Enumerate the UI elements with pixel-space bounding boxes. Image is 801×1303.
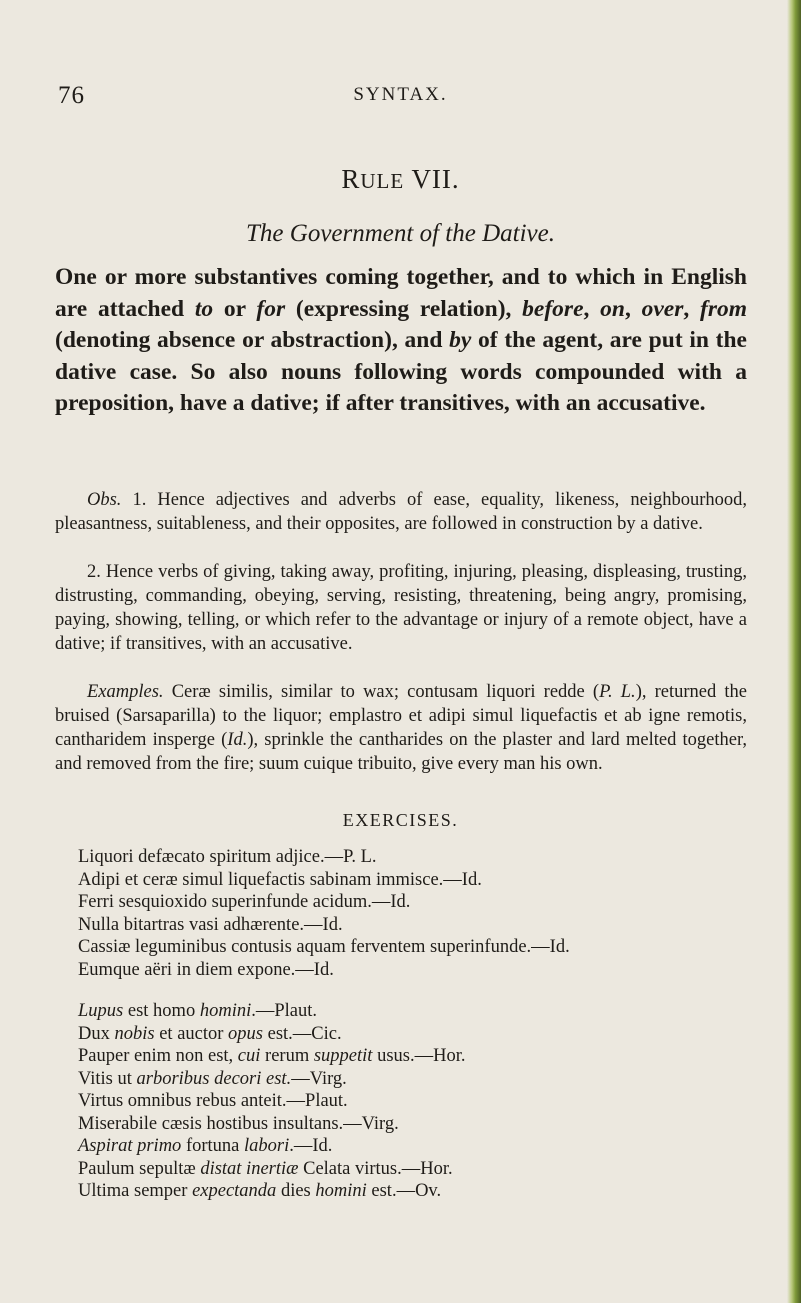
examples-text: Ceræ similis, similar to wax; contusam liquori redde (: [163, 682, 600, 702]
plain-text: dies: [276, 1181, 316, 1201]
italic-term: over: [641, 295, 684, 322]
exercise-line: [78, 1135, 778, 1158]
page-number: 76: [58, 82, 85, 109]
rule-title: [0, 164, 801, 195]
italic-word: opus: [228, 1023, 263, 1044]
exercise-list-b: [78, 1000, 778, 1203]
exercise-line: Adipi et ceræ simul liquefactis sabinam immisce.—Id.: [78, 869, 482, 890]
plain-text: usus.—Hor.: [372, 1046, 466, 1066]
rule-text-part: (denoting absence or abstraction), and: [55, 327, 450, 354]
italic-term: for: [256, 295, 286, 322]
plain-text: Pauper enim non est,: [78, 1046, 238, 1066]
plain-text: Paulum sepultæ: [78, 1158, 201, 1179]
italic-term: by: [449, 327, 472, 354]
italic-term: on: [600, 295, 625, 322]
observation-1: [55, 488, 747, 536]
rule-text-part: ,: [624, 295, 642, 322]
italic-word: distat inertiæ: [200, 1158, 299, 1179]
italic-word: cui: [237, 1046, 261, 1066]
rule-number: VII.: [411, 164, 460, 194]
rule-text-part: (expressing relation),: [285, 295, 523, 322]
exercise-line: [78, 1000, 778, 1023]
italic-term: before: [522, 295, 584, 322]
exercise-line: [78, 1113, 778, 1136]
exercise-line: [78, 1023, 778, 1046]
plain-text: Dux: [78, 1023, 115, 1044]
rule-title-cap: R: [341, 164, 361, 194]
obs-label: Obs.: [87, 490, 122, 510]
italic-word: homini: [315, 1181, 367, 1201]
rule-text-part: ,: [683, 295, 701, 322]
rule-text-part: of the agent, are put in the dative case. So also nouns following words compounded with a preposition, have a dative; if after transitives, with an accusative.: [55, 327, 747, 417]
italic-word: homini: [199, 1001, 252, 1021]
source-ref: P. L.: [599, 682, 636, 702]
page-header: [0, 82, 801, 112]
exercise-line: [78, 1068, 778, 1091]
italic-word: arboribus decori est.: [136, 1068, 292, 1089]
rule-statement: [55, 262, 747, 420]
observation-2: 2. Hence verbs of giving, taking away, profiting, injuring, pleasing, displeasing, trusting, distrusting, commanding, obeying, serving, resisting, threatening, being angry, promising, paying, showing, telling, or which refer to the advantage or injury of a remote object, have a dative; if transitives, with an accusative.: [55, 562, 747, 654]
italic-word: Lupus: [78, 1001, 124, 1021]
exercise-line: Ferri sesquioxido superinfunde acidum.—Id.: [78, 892, 411, 912]
plain-text: .—Plaut.: [251, 1001, 317, 1021]
exercise-line: Liquori defæcato spiritum adjice.—P. L.: [78, 847, 377, 867]
page-edge: [787, 0, 801, 1303]
italic-word: expectanda: [192, 1181, 277, 1201]
exercise-line: [78, 1090, 778, 1113]
plain-text: est homo: [123, 1001, 200, 1021]
running-head: SYNTAX.: [353, 84, 448, 105]
source-ref: Id.: [227, 730, 248, 750]
rule-text-part: ,: [583, 295, 601, 322]
rule-title-smallcaps: ULE: [360, 169, 405, 193]
plain-text: est.—Ov.: [366, 1181, 442, 1201]
plain-text: est.—Cic.: [263, 1023, 342, 1044]
exercise-list-a: [78, 846, 778, 981]
plain-text: Miserabile cæsis hostibus insultans.—Virg.: [78, 1113, 399, 1134]
italic-word: suppetit: [313, 1046, 373, 1066]
plain-text: —Virg.: [291, 1068, 347, 1089]
exercise-line: [78, 1180, 778, 1203]
exercises-heading: EXERCISES.: [342, 810, 459, 830]
exercise-line: [78, 1045, 778, 1068]
examples-label: Examples.: [87, 682, 164, 702]
rule-subtitle: The Government of the Dative.: [246, 220, 555, 247]
exercise-line: [78, 1158, 778, 1181]
rule-text-part: One or more substantives coming together, and to which in English are attached: [55, 264, 747, 322]
rule-text-part: or: [213, 295, 257, 322]
plain-text: Ultima semper: [78, 1181, 193, 1201]
examples-text: ), sprinkle the cantharides on the plaster and lard melted together, and removed from the fire; suum cuique tribuito, give every man his own.: [55, 730, 747, 774]
exercise-line: Nulla bitartras vasi adhærente.—Id.: [78, 914, 343, 935]
examples-paragraph: [55, 680, 747, 776]
obs-text: 1. Hence adjectives and adverbs of ease, equality, likeness, neighbourhood, pleasantness, suitableness, and their opposites, are followed in construction by a dative.: [55, 490, 747, 534]
plain-text: .—Id.: [289, 1136, 333, 1156]
italic-word: nobis: [114, 1023, 155, 1044]
examples-text: ), returned the bruised (Sarsaparilla) to the liquor; emplastro et adipi simul liquefactis et ab igne remotis, cantharidem insperge (: [55, 682, 747, 750]
italic-word: Aspirat primo: [78, 1136, 182, 1156]
italic-term: to: [194, 295, 214, 322]
plain-text: Virtus omnibus rebus anteit.—Plaut.: [78, 1091, 348, 1111]
plain-text: Vitis ut: [78, 1068, 137, 1089]
plain-text: Celata virtus.—Hor.: [298, 1158, 453, 1179]
plain-text: fortuna: [181, 1136, 244, 1156]
exercise-line: Cassiæ leguminibus contusis aquam ferventem superinfunde.—Id.: [78, 937, 570, 957]
exercise-line: Eumque aëri in diem expone.—Id.: [78, 959, 334, 980]
italic-term: from: [700, 295, 748, 322]
plain-text: rerum: [260, 1046, 314, 1066]
plain-text: et auctor: [154, 1023, 229, 1044]
italic-word: labori: [244, 1136, 290, 1156]
